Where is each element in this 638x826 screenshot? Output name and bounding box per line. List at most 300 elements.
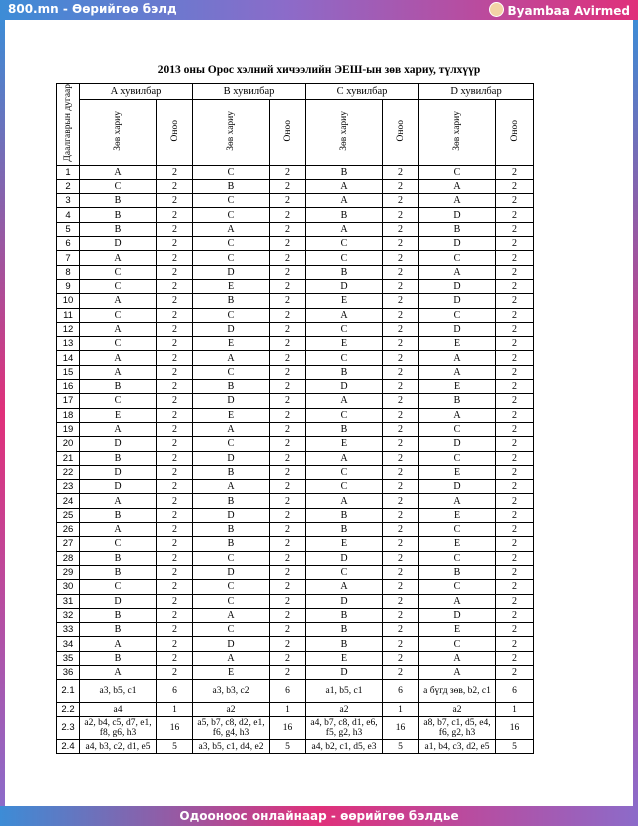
answer-cell: B	[306, 422, 383, 436]
table-row	[57, 179, 534, 193]
score-cell: 1	[496, 703, 534, 717]
answer-cell: C	[193, 594, 270, 608]
variant-a-header: A хувилбар	[80, 84, 193, 100]
score-cell: 5	[383, 740, 419, 754]
question-number: 15	[57, 365, 80, 379]
score-cell: 2	[270, 322, 306, 336]
score-cell: 2	[496, 208, 534, 222]
answer-cell: B	[80, 623, 157, 637]
question-number: 2.2	[57, 703, 80, 717]
score-cell: 2	[157, 494, 193, 508]
question-number: 8	[57, 265, 80, 279]
answer-cell: D	[80, 237, 157, 251]
score-cell: 16	[496, 717, 534, 740]
score-cell: 2	[496, 637, 534, 651]
answer-cell: A	[419, 408, 496, 422]
score-cell: 2	[270, 222, 306, 236]
answer-cell: C	[80, 337, 157, 351]
score-cell: 2	[270, 422, 306, 436]
score-cell: 5	[270, 740, 306, 754]
table-row	[57, 437, 534, 451]
score-cell: 2	[157, 623, 193, 637]
answer-cell: D	[419, 437, 496, 451]
score-cell: 2	[383, 551, 419, 565]
score-cell: 2	[496, 665, 534, 679]
table-row	[57, 551, 534, 565]
answer-cell: C	[193, 194, 270, 208]
score-cell: 2	[496, 237, 534, 251]
answer-cell: C	[80, 179, 157, 193]
answer-cell: B	[80, 451, 157, 465]
score-cell: 6	[383, 680, 419, 703]
question-number: 14	[57, 351, 80, 365]
answer-cell: A	[193, 422, 270, 436]
score-cell: 2	[157, 179, 193, 193]
score-cell: 2	[383, 351, 419, 365]
answer-cell: A	[419, 194, 496, 208]
answer-cell: B	[419, 222, 496, 236]
answer-cell: D	[80, 465, 157, 479]
answer-cell: E	[306, 437, 383, 451]
score-cell: 2	[496, 380, 534, 394]
score-cell: 2	[270, 237, 306, 251]
answer-cell: A	[193, 351, 270, 365]
answer-cell: E	[419, 623, 496, 637]
score-cell: 2	[270, 608, 306, 622]
answer-cell: E	[193, 665, 270, 679]
question-number: 28	[57, 551, 80, 565]
table-row	[57, 222, 534, 236]
score-cell: 2	[270, 451, 306, 465]
answer-cell: D	[419, 279, 496, 293]
score-cell: 2	[157, 465, 193, 479]
table-row	[57, 208, 534, 222]
answer-cell: E	[419, 337, 496, 351]
answer-cell: B	[193, 523, 270, 537]
answer-cell: a бүгд зөв, b2, c1	[419, 680, 496, 703]
question-number: 27	[57, 537, 80, 551]
answer-cell: C	[80, 265, 157, 279]
answer-cell: B	[80, 565, 157, 579]
answer-cell: C	[419, 637, 496, 651]
score-col-header: Оноо	[496, 100, 534, 166]
score-cell: 2	[157, 665, 193, 679]
table-row	[57, 251, 534, 265]
answer-cell: C	[193, 580, 270, 594]
left-border	[0, 20, 5, 806]
table-row	[57, 365, 534, 379]
table-row	[57, 608, 534, 622]
score-cell: 2	[270, 437, 306, 451]
score-cell: 2	[383, 480, 419, 494]
score-cell: 2	[270, 337, 306, 351]
score-cell: 2	[157, 165, 193, 179]
answer-cell: a8, b7, c1, d5, e4, f6, g2, h3	[419, 717, 496, 740]
table-row	[57, 680, 534, 703]
score-cell: 2	[383, 165, 419, 179]
score-cell: 2	[383, 523, 419, 537]
score-cell: 2	[383, 594, 419, 608]
question-number: 5	[57, 222, 80, 236]
score-cell: 2	[270, 194, 306, 208]
score-cell: 2	[270, 265, 306, 279]
answer-cell: C	[193, 237, 270, 251]
score-cell: 2	[383, 322, 419, 336]
answer-cell: a2, b4, c5, d7, e1, f8, g6, h3	[80, 717, 157, 740]
score-cell: 2	[496, 322, 534, 336]
answer-cell: C	[306, 351, 383, 365]
question-number: 7	[57, 251, 80, 265]
answer-cell: B	[80, 380, 157, 394]
answer-cell: A	[419, 365, 496, 379]
score-cell: 2	[496, 165, 534, 179]
score-cell: 2	[270, 465, 306, 479]
score-cell: 6	[496, 680, 534, 703]
score-cell: 2	[383, 608, 419, 622]
score-cell: 2	[157, 337, 193, 351]
answer-cell: B	[80, 508, 157, 522]
answer-cell: B	[80, 208, 157, 222]
answer-cell: D	[80, 594, 157, 608]
question-number: 6	[57, 237, 80, 251]
score-cell: 2	[157, 651, 193, 665]
score-cell: 16	[157, 717, 193, 740]
table-row	[57, 537, 534, 551]
answer-cell: D	[419, 237, 496, 251]
table-row	[57, 422, 534, 436]
question-number: 32	[57, 608, 80, 622]
table-row	[57, 665, 534, 679]
score-cell: 2	[383, 408, 419, 422]
answer-col-header: Зөв хариу	[80, 100, 157, 166]
question-number: 9	[57, 279, 80, 293]
answer-cell: A	[80, 665, 157, 679]
table-row	[57, 265, 534, 279]
answer-cell: B	[306, 523, 383, 537]
score-cell: 1	[270, 703, 306, 717]
answer-cell: D	[419, 608, 496, 622]
question-number: 22	[57, 465, 80, 479]
score-cell: 1	[383, 703, 419, 717]
table-row	[57, 623, 534, 637]
table-row	[57, 394, 534, 408]
table-row	[57, 717, 534, 740]
answer-cell: B	[419, 565, 496, 579]
score-cell: 2	[496, 623, 534, 637]
answer-cell: E	[193, 408, 270, 422]
question-number: 12	[57, 322, 80, 336]
score-cell: 2	[383, 637, 419, 651]
answer-cell: B	[419, 394, 496, 408]
score-cell: 2	[383, 179, 419, 193]
answer-cell: A	[193, 608, 270, 622]
table-row	[57, 451, 534, 465]
score-cell: 2	[496, 480, 534, 494]
score-cell: 2	[157, 608, 193, 622]
question-number: 16	[57, 380, 80, 394]
answer-cell: A	[306, 451, 383, 465]
score-cell: 5	[496, 740, 534, 754]
score-cell: 2	[496, 265, 534, 279]
answer-cell: A	[80, 322, 157, 336]
score-cell: 2	[496, 451, 534, 465]
answer-cell: A	[419, 665, 496, 679]
answer-cell: A	[80, 637, 157, 651]
table-row	[57, 565, 534, 579]
right-border	[633, 20, 638, 806]
answer-cell: D	[193, 637, 270, 651]
table-row	[57, 480, 534, 494]
score-cell: 2	[157, 408, 193, 422]
answer-cell: E	[193, 279, 270, 293]
answer-cell: a4, b3, c2, d1, e5	[80, 740, 157, 754]
answer-cell: A	[80, 365, 157, 379]
question-number: 11	[57, 308, 80, 322]
table-row	[57, 351, 534, 365]
score-cell: 2	[383, 508, 419, 522]
score-cell: 2	[496, 508, 534, 522]
answer-cell: D	[419, 208, 496, 222]
answer-cell: D	[80, 480, 157, 494]
table-row	[57, 465, 534, 479]
score-cell: 2	[157, 451, 193, 465]
row-number-header: Даалгаврын дугаар	[57, 84, 80, 166]
answer-cell: E	[419, 465, 496, 479]
answer-cell: D	[80, 437, 157, 451]
score-cell: 2	[270, 508, 306, 522]
user-name: Byambaa Avirmed	[507, 4, 630, 18]
score-cell: 2	[496, 465, 534, 479]
score-cell: 2	[270, 165, 306, 179]
variant-b-header: B хувилбар	[193, 84, 306, 100]
answer-cell: a2	[306, 703, 383, 717]
question-number: 13	[57, 337, 80, 351]
question-number: 2	[57, 179, 80, 193]
question-number: 26	[57, 523, 80, 537]
score-cell: 6	[157, 680, 193, 703]
score-cell: 2	[496, 408, 534, 422]
score-cell: 2	[157, 308, 193, 322]
answer-cell: C	[419, 580, 496, 594]
answer-cell: D	[306, 594, 383, 608]
score-cell: 2	[270, 580, 306, 594]
answer-cell: B	[193, 380, 270, 394]
answer-cell: C	[193, 308, 270, 322]
answer-cell: B	[306, 208, 383, 222]
answer-cell: E	[419, 537, 496, 551]
answer-cell: A	[306, 194, 383, 208]
answer-cell: C	[306, 251, 383, 265]
score-cell: 2	[157, 222, 193, 236]
answer-cell: B	[193, 494, 270, 508]
score-cell: 2	[270, 480, 306, 494]
avatar-icon	[489, 2, 504, 17]
table-row	[57, 637, 534, 651]
score-cell: 2	[496, 279, 534, 293]
question-number: 19	[57, 422, 80, 436]
top-banner	[0, 0, 638, 20]
table-row	[57, 508, 534, 522]
score-cell: 2	[157, 580, 193, 594]
table-row	[57, 580, 534, 594]
answer-cell: C	[80, 279, 157, 293]
answer-cell: A	[80, 294, 157, 308]
score-cell: 2	[270, 208, 306, 222]
answer-cell: B	[306, 508, 383, 522]
score-cell: 2	[383, 465, 419, 479]
answer-cell: C	[306, 565, 383, 579]
score-cell: 2	[496, 565, 534, 579]
question-number: 21	[57, 451, 80, 465]
score-cell: 2	[383, 623, 419, 637]
score-cell: 1	[157, 703, 193, 717]
score-cell: 2	[383, 194, 419, 208]
score-cell: 2	[496, 594, 534, 608]
score-cell: 2	[270, 494, 306, 508]
score-cell: 2	[157, 208, 193, 222]
answer-cell: a3, b3, c2	[193, 680, 270, 703]
score-cell: 2	[383, 380, 419, 394]
table-row	[57, 651, 534, 665]
answer-cell: B	[306, 165, 383, 179]
question-number: 31	[57, 594, 80, 608]
score-cell: 2	[383, 437, 419, 451]
score-cell: 2	[496, 251, 534, 265]
answer-cell: A	[193, 480, 270, 494]
score-cell: 2	[496, 551, 534, 565]
score-cell: 2	[383, 422, 419, 436]
score-cell: 2	[157, 637, 193, 651]
answer-cell: A	[306, 394, 383, 408]
answer-cell: B	[306, 265, 383, 279]
answer-cell: A	[419, 651, 496, 665]
answer-cell: C	[419, 551, 496, 565]
score-cell: 2	[270, 380, 306, 394]
answer-cell: A	[419, 494, 496, 508]
score-cell: 2	[496, 523, 534, 537]
score-cell: 2	[157, 237, 193, 251]
answer-cell: a5, b7, c8, d2, e1, f6, g4, h3	[193, 717, 270, 740]
answer-cell: C	[419, 308, 496, 322]
answer-cell: A	[306, 222, 383, 236]
answer-cell: A	[80, 523, 157, 537]
answer-cell: B	[193, 294, 270, 308]
score-cell: 2	[270, 408, 306, 422]
score-cell: 2	[496, 580, 534, 594]
answer-cell: C	[419, 422, 496, 436]
answer-cell: a1, b5, c1	[306, 680, 383, 703]
answer-cell: C	[419, 165, 496, 179]
table-row	[57, 237, 534, 251]
answer-cell: A	[80, 494, 157, 508]
score-cell: 2	[157, 537, 193, 551]
score-cell: 2	[270, 551, 306, 565]
score-cell: 2	[383, 337, 419, 351]
answer-cell: a4, b7, c8, d1, e6, f5, g2, h3	[306, 717, 383, 740]
score-cell: 2	[270, 308, 306, 322]
answer-col-header: Зөв хариу	[419, 100, 496, 166]
answer-cell: C	[306, 237, 383, 251]
score-cell: 2	[270, 594, 306, 608]
score-cell: 2	[270, 665, 306, 679]
answer-key-table	[56, 83, 534, 754]
table-row	[57, 594, 534, 608]
score-cell: 2	[157, 422, 193, 436]
score-cell: 2	[270, 565, 306, 579]
score-cell: 2	[270, 179, 306, 193]
score-cell: 2	[157, 594, 193, 608]
answer-rows	[57, 165, 534, 754]
answer-cell: B	[306, 608, 383, 622]
answer-cell: A	[419, 594, 496, 608]
answer-cell: C	[80, 394, 157, 408]
answer-cell: B	[80, 608, 157, 622]
question-number: 33	[57, 623, 80, 637]
answer-cell: C	[193, 251, 270, 265]
score-cell: 2	[383, 265, 419, 279]
answer-cell: A	[193, 222, 270, 236]
answer-cell: E	[80, 408, 157, 422]
answer-cell: C	[80, 537, 157, 551]
answer-cell: D	[193, 322, 270, 336]
answer-cell: D	[193, 265, 270, 279]
site-name[interactable]: 800.mn - Өөрийгөө бэлд	[8, 2, 177, 16]
score-cell: 2	[383, 237, 419, 251]
answer-col-header: Зөв хариу	[193, 100, 270, 166]
table-row	[57, 165, 534, 179]
question-number: 2.1	[57, 680, 80, 703]
table-row	[57, 322, 534, 336]
score-cell: 2	[383, 394, 419, 408]
score-cell: 16	[383, 717, 419, 740]
answer-cell: C	[306, 408, 383, 422]
answer-cell: D	[419, 322, 496, 336]
score-cell: 2	[157, 523, 193, 537]
footer-slogan[interactable]: Одооноос онлайнаар - өөрийгөө бэлдье	[179, 809, 459, 823]
score-cell: 16	[270, 717, 306, 740]
answer-cell: B	[306, 623, 383, 637]
answer-cell: A	[419, 265, 496, 279]
answer-cell: D	[193, 394, 270, 408]
score-cell: 2	[270, 651, 306, 665]
answer-cell: A	[419, 179, 496, 193]
table-row	[57, 294, 534, 308]
score-cell: 2	[157, 365, 193, 379]
question-number: 1	[57, 165, 80, 179]
score-cell: 2	[157, 565, 193, 579]
score-col-header: Оноо	[383, 100, 419, 166]
answer-cell: D	[419, 294, 496, 308]
score-cell: 6	[270, 680, 306, 703]
answer-cell: B	[80, 551, 157, 565]
answer-cell: B	[193, 465, 270, 479]
score-cell: 2	[383, 222, 419, 236]
score-cell: 2	[496, 537, 534, 551]
answer-cell: a3, b5, c1	[80, 680, 157, 703]
answer-cell: E	[306, 337, 383, 351]
answer-cell: D	[193, 565, 270, 579]
user-badge[interactable]	[489, 2, 630, 18]
score-cell: 2	[496, 194, 534, 208]
answer-cell: C	[419, 251, 496, 265]
answer-cell: B	[306, 365, 383, 379]
variant-c-header: C хувилбар	[306, 84, 419, 100]
answer-cell: C	[193, 165, 270, 179]
score-cell: 2	[270, 279, 306, 293]
answer-cell: C	[193, 208, 270, 222]
question-number: 23	[57, 480, 80, 494]
score-cell: 2	[383, 537, 419, 551]
